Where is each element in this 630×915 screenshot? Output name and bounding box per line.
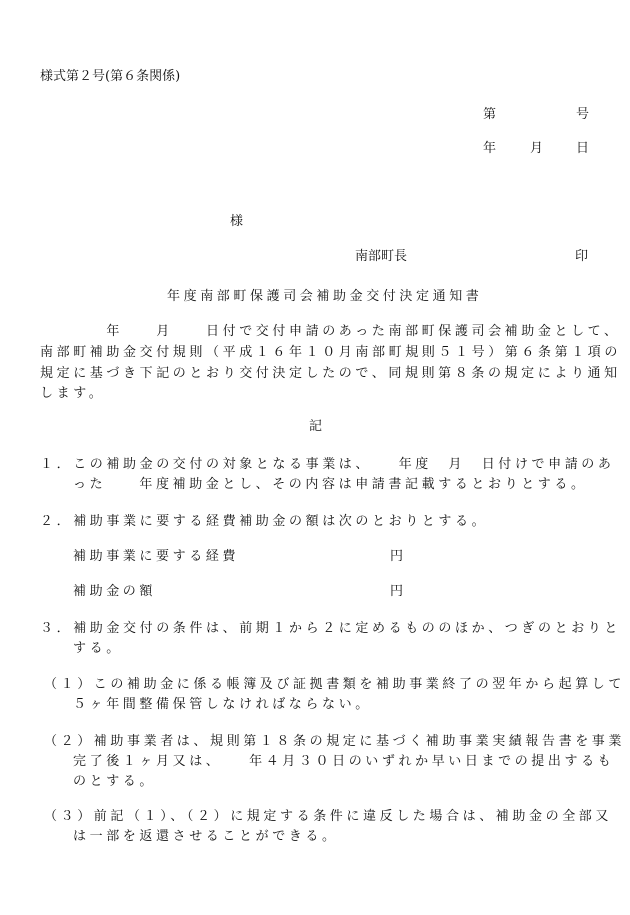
condition-2-line: 完了後１ヶ月又は、 年４月３０日のいずれか早い日までの提出するも — [73, 754, 615, 769]
body-line: 規定に基づき下記のとおり交付決定したので、同規則第８条の規定により通知 — [40, 366, 621, 381]
item-3-line: する。 — [73, 641, 123, 656]
condition-3-line: は一部を返還させることができる。 — [73, 829, 339, 844]
amount-unit: 円 — [390, 584, 404, 599]
condition-1-line: （１）この補助金に係る帳簿及び証拠書類を補助事業終了の翌年から起算して — [44, 677, 626, 692]
doc-number-label: 第 — [483, 107, 497, 122]
seal-mark: 印 — [575, 249, 589, 264]
expense-label: 補助事業に要する経費 — [73, 549, 240, 564]
date-month: 月 — [530, 141, 544, 156]
condition-1-line: ５ヶ年間整備保管しなければならない。 — [73, 697, 372, 712]
item-3-line: ３．補助金交付の条件は、前期１から２に定めるもののほか、つぎのとおりと — [40, 621, 622, 636]
ki-heading: 記 — [309, 419, 323, 434]
document-title: 年度南部町保護司会補助金交付決定通知書 — [167, 289, 483, 304]
doc-number-suffix: 号 — [576, 107, 590, 122]
body-line: 南部町補助金交付規則（平成１６年１０月南部町規則５１号）第６条第１項の — [40, 345, 622, 360]
date-year: 年 — [483, 141, 497, 156]
form-number: 様式第２号(第６条関係) — [40, 69, 181, 84]
condition-3-line: （３）前記（１）、（２）に規定する条件に違反した場合は、補助金の全部又 — [44, 809, 613, 824]
item-1-line: １．この補助金の交付の対象となる事業は、 年度 月 日付けで申請のあ — [40, 457, 615, 472]
recipient-suffix: 様 — [230, 214, 244, 229]
amount-label: 補助金の額 — [73, 584, 157, 599]
body-line: します。 — [40, 386, 106, 401]
condition-2-line: のとする。 — [73, 774, 157, 789]
body-line: 年 月 日付で交付申請のあった南部町保護司会補助金として、 — [40, 324, 621, 339]
item-1-line: った 年度補助金とし、その内容は申請書記載するとおりとする。 — [73, 477, 588, 492]
issuer-name: 南部町長 — [355, 249, 408, 264]
item-2-line: ２．補助事業に要する経費補助金の額は次のとおりとする。 — [40, 514, 489, 529]
expense-unit: 円 — [390, 549, 404, 564]
condition-2-line: （２）補助事業者は、規則第１８条の規定に基づく補助事業実績報告書を事業 — [44, 734, 626, 749]
date-day: 日 — [576, 141, 590, 156]
